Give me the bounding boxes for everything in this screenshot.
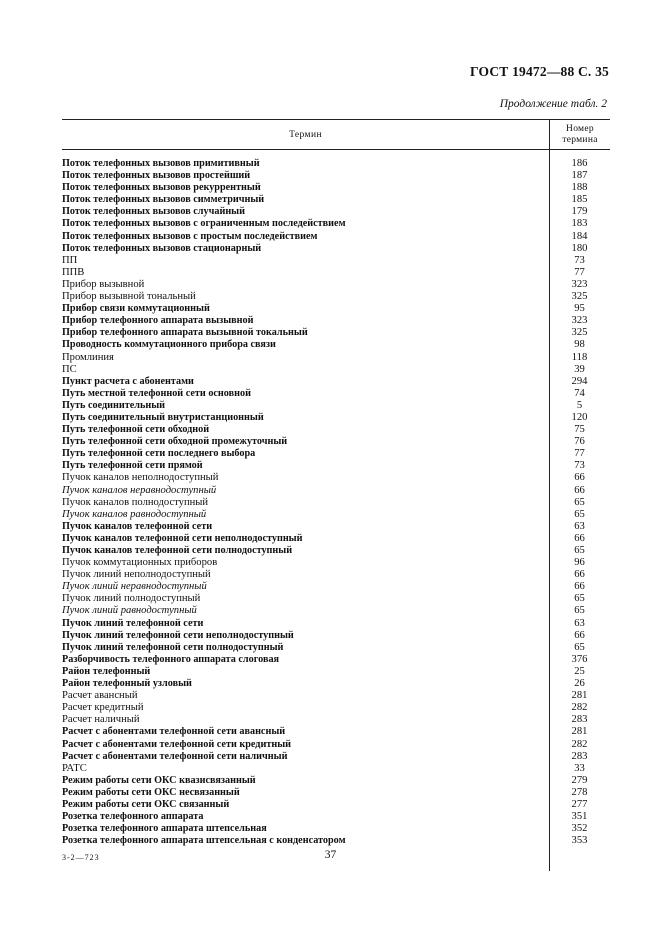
column-header-number-line1: Номер xyxy=(566,124,594,134)
term-number-cell: 187 xyxy=(571,170,588,182)
table-row xyxy=(62,811,610,823)
term-number-cell: 120 xyxy=(571,411,588,423)
term-number-cell: 352 xyxy=(571,823,588,835)
table-row xyxy=(62,315,610,327)
term-cell: Путь телефонной сети обходной промежуточный xyxy=(62,436,288,448)
term-cell: Поток телефонных вызовов с простым последействием xyxy=(62,230,318,242)
table-row xyxy=(62,763,610,775)
term-number-cell: 351 xyxy=(571,811,588,823)
term-number-cell: 65 xyxy=(574,496,585,508)
table-row xyxy=(62,243,610,255)
table-row xyxy=(62,605,610,617)
term-number-cell: 66 xyxy=(574,532,585,544)
table-row xyxy=(62,194,610,206)
table-row xyxy=(62,666,610,678)
term-cell: Пучок коммутационных приборов xyxy=(62,557,218,569)
term-number-cell: 353 xyxy=(571,835,588,847)
term-number-cell: 66 xyxy=(574,581,585,593)
term-cell: Путь телефонной сети последнего выбора xyxy=(62,448,256,460)
table-row xyxy=(62,775,610,787)
term-cell: Поток телефонных вызовов симметричный xyxy=(62,194,265,206)
table-row xyxy=(62,255,610,267)
table-row xyxy=(62,569,610,581)
table-row xyxy=(62,630,610,642)
term-number-cell: 66 xyxy=(574,484,585,496)
table-row xyxy=(62,231,610,243)
term-cell: Разборчивость телефонного аппарата слоговая xyxy=(62,653,280,665)
table-row xyxy=(62,327,610,339)
table-row xyxy=(62,291,610,303)
term-cell: Пучок линий полнодоступный xyxy=(62,593,201,605)
term-cell: Промлиния xyxy=(62,351,114,363)
table-body xyxy=(62,150,610,847)
table-row xyxy=(62,557,610,569)
term-number-cell: 283 xyxy=(571,714,588,726)
term-cell: Пучок линий телефонной сети полнодоступный xyxy=(62,641,284,653)
term-cell: Розетка телефонного аппарата xyxy=(62,811,204,823)
table-row xyxy=(62,787,610,799)
column-header-term: Термин xyxy=(289,130,322,140)
table-row xyxy=(62,182,610,194)
table-row xyxy=(62,218,610,230)
term-cell: Режим работы сети ОКС несвязанный xyxy=(62,786,240,798)
term-cell: Расчет кредитный xyxy=(62,702,144,714)
column-header-number xyxy=(549,120,610,149)
term-number-cell: 73 xyxy=(574,254,585,266)
table-row xyxy=(62,654,610,666)
term-number-cell: 66 xyxy=(574,472,585,484)
term-number-cell: 183 xyxy=(571,218,588,230)
term-number-cell: 118 xyxy=(571,351,588,363)
term-cell: Розетка телефонного аппарата штепсельная xyxy=(62,823,267,835)
term-number-cell: 325 xyxy=(571,291,588,303)
term-cell: Прибор связи коммутационный xyxy=(62,303,210,315)
table-row xyxy=(62,581,610,593)
term-number-cell: 65 xyxy=(574,641,585,653)
term-number-cell: 98 xyxy=(574,339,585,351)
term-number-cell: 281 xyxy=(571,726,588,738)
term-number-cell: 25 xyxy=(574,665,585,677)
term-cell: Пучок каналов неравнодоступный xyxy=(62,484,217,496)
term-number-cell: 77 xyxy=(574,448,585,460)
terms-table xyxy=(62,119,610,847)
term-cell: Расчет с абонентами телефонной сети кредитный xyxy=(62,738,292,750)
document-header: ГОСТ 19472—88 С. 35 xyxy=(470,64,609,79)
term-cell: Пучок линий равнодоступный xyxy=(62,605,197,617)
term-number-cell: 323 xyxy=(571,315,588,327)
term-cell: Проводность коммутационного прибора связи xyxy=(62,339,276,351)
term-cell: Путь местной телефонной сети основной xyxy=(62,387,251,399)
term-number-cell: 282 xyxy=(571,738,588,750)
term-number-cell: 325 xyxy=(571,327,588,339)
table-row xyxy=(62,170,610,182)
term-number-cell: 376 xyxy=(571,653,588,665)
term-number-cell: 186 xyxy=(571,158,588,169)
term-number-cell: 75 xyxy=(574,424,585,436)
term-cell: Режим работы сети ОКС квазисвязанный xyxy=(62,774,256,786)
term-number-cell: 66 xyxy=(574,569,585,581)
term-number-cell: 74 xyxy=(574,387,585,399)
term-cell: Поток телефонных вызовов с ограниченным последействием xyxy=(62,218,346,230)
table-row xyxy=(62,400,610,412)
table-row xyxy=(62,678,610,690)
term-number-cell: 277 xyxy=(571,798,588,810)
term-number-cell: 5 xyxy=(576,399,583,411)
table-row xyxy=(62,485,610,497)
term-cell: Пучок каналов равнодоступный xyxy=(62,508,207,520)
term-number-cell: 65 xyxy=(574,545,585,556)
term-cell: Поток телефонных вызовов случайный xyxy=(62,206,246,218)
table-row xyxy=(62,751,610,763)
term-number-cell: 65 xyxy=(574,508,585,520)
term-cell: Пучок каналов полнодоступный xyxy=(62,496,209,508)
term-number-cell: 66 xyxy=(574,629,585,641)
term-cell: Режим работы сети ОКС связанный xyxy=(62,798,230,810)
table-row xyxy=(62,799,610,811)
table-row xyxy=(62,424,610,436)
term-cell: Пункт расчета с абонентами xyxy=(62,375,194,387)
term-cell: Поток телефонных вызовов примитивный xyxy=(62,158,260,169)
term-number-cell: 65 xyxy=(574,605,585,617)
term-number-cell: 26 xyxy=(574,678,585,690)
table-continuation-note: Продолжение табл. 2 xyxy=(499,98,607,110)
term-number-cell: 180 xyxy=(571,242,588,254)
print-code: 3-2—723 xyxy=(62,853,100,862)
term-cell: Прибор вызывной xyxy=(62,278,145,290)
table-row xyxy=(62,739,610,751)
term-number-cell: 73 xyxy=(574,460,585,472)
term-number-cell: 33 xyxy=(574,762,585,774)
term-number-cell: 179 xyxy=(571,206,588,218)
term-number-cell: 39 xyxy=(574,363,585,375)
term-cell: Пучок каналов телефонной сети неполнодоступный xyxy=(62,532,303,544)
term-cell: Поток телефонных вызовов стационарный xyxy=(62,242,262,254)
term-number-cell: 184 xyxy=(571,230,588,242)
term-cell: Поток телефонных вызовов простейший xyxy=(62,170,251,182)
term-cell: Расчет авансный xyxy=(62,690,138,702)
table-row xyxy=(62,714,610,726)
term-number-cell: 281 xyxy=(571,690,588,702)
table-row xyxy=(62,303,610,315)
term-cell: Пучок линий неравнодоступный xyxy=(62,581,207,593)
table-row xyxy=(62,472,610,484)
term-cell: Район телефонный xyxy=(62,665,151,677)
term-cell: Пучок линий неполнодоступный xyxy=(62,569,211,581)
term-cell: Пучок каналов телефонной сети xyxy=(62,520,213,532)
column-header-number-line2: термина xyxy=(562,135,598,145)
term-cell: Путь телефонной сети прямой xyxy=(62,460,203,472)
term-cell: РАТС xyxy=(62,762,87,774)
term-number-cell: 279 xyxy=(571,774,588,786)
term-number-cell: 185 xyxy=(571,194,588,206)
table-row xyxy=(62,690,610,702)
term-number-cell: 65 xyxy=(574,593,585,605)
term-number-cell: 278 xyxy=(571,786,588,798)
term-number-cell: 95 xyxy=(574,303,585,315)
table-row xyxy=(62,835,610,847)
table-row xyxy=(62,593,610,605)
table-row xyxy=(62,206,610,218)
term-number-cell: 63 xyxy=(574,520,585,532)
term-cell: ППВ xyxy=(62,266,85,278)
term-cell: Путь телефонной сети обходной xyxy=(62,424,210,436)
table-row xyxy=(62,533,610,545)
term-number-cell: 77 xyxy=(574,266,585,278)
table-row xyxy=(62,388,610,400)
term-number-cell: 63 xyxy=(574,617,585,629)
table-row xyxy=(62,339,610,351)
term-cell: Путь соединительный xyxy=(62,399,166,411)
table-row xyxy=(62,823,610,835)
term-cell: Пучок линий телефонной сети xyxy=(62,617,204,629)
table-row xyxy=(62,436,610,448)
term-cell: Район телефонный узловый xyxy=(62,678,192,690)
term-number-cell: 323 xyxy=(571,278,588,290)
table-header xyxy=(62,119,610,150)
term-cell: Путь соединительный внутристанционный xyxy=(62,411,264,423)
term-cell: Расчет с абонентами телефонной сети наличный xyxy=(62,750,288,762)
table-row xyxy=(62,618,610,630)
table-row xyxy=(62,412,610,424)
table-row xyxy=(62,521,610,533)
table-row xyxy=(62,279,610,291)
term-cell: Пучок каналов неполнодоступный xyxy=(62,472,219,484)
table-row xyxy=(62,158,610,170)
table-row xyxy=(62,376,610,388)
table-row xyxy=(62,509,610,521)
term-cell: Расчет наличный xyxy=(62,714,140,726)
term-cell: ПС xyxy=(62,363,77,375)
table-row xyxy=(62,448,610,460)
term-cell: Прибор телефонного аппарата вызывной xyxy=(62,315,254,327)
table-row xyxy=(62,497,610,509)
term-cell: Поток телефонных вызовов рекуррентный xyxy=(62,182,261,194)
term-number-cell: 96 xyxy=(574,557,585,569)
table-row xyxy=(62,460,610,472)
term-cell: Пучок линий телефонной сети неполнодоступный xyxy=(62,629,294,641)
table-row xyxy=(62,267,610,279)
table-row xyxy=(62,642,610,654)
table-row xyxy=(62,545,610,557)
term-number-cell: 188 xyxy=(571,182,588,194)
term-number-cell: 76 xyxy=(574,436,585,448)
table-row xyxy=(62,364,610,376)
term-cell: Прибор вызывной тональный xyxy=(62,291,196,303)
table-row xyxy=(62,702,610,714)
term-number-cell: 282 xyxy=(571,702,588,714)
term-cell: Розетка телефонного аппарата штепсельная с конденсатором xyxy=(62,835,346,847)
term-cell: Пучок каналов телефонной сети полнодоступный xyxy=(62,545,293,556)
page-number: 37 xyxy=(324,849,337,861)
term-cell: Прибор телефонного аппарата вызывной токальный xyxy=(62,327,308,339)
term-cell: Расчет с абонентами телефонной сети авансный xyxy=(62,726,286,738)
term-number-cell: 283 xyxy=(571,750,588,762)
table-row xyxy=(62,352,610,364)
term-number-cell: 294 xyxy=(571,375,588,387)
table-row xyxy=(62,726,610,738)
term-cell: ПП xyxy=(62,254,78,266)
